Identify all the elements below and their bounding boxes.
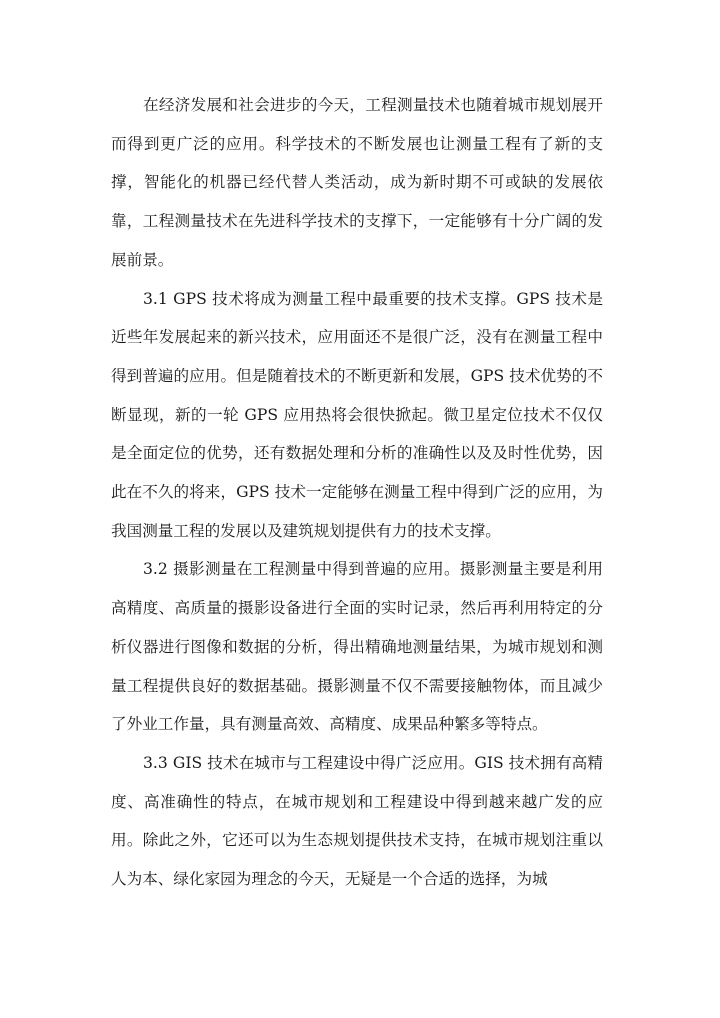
paragraph-3-1-gps: 3.1 GPS 技术将成为测量工程中最重要的技术支撑。GPS 技术是近些年发展起来的新兴技术，应用面还不是很广泛，没有在测量工程中得到普遍的应用。但是随着技术的不断更新和发展，GPS 技术优势的不断显现，新的一轮 GPS 应用热将会很快掀起。微卫星定位技术不仅仅是全面定位的优势，还有数据处理和分析的准确性以及及时性优势，因此在不久的将来，GPS 技术一定能够在测量工程中得到广泛的应用，为我国测量工程的发展以及建筑规划提供有力的技术支撑。 xyxy=(111,289,603,540)
document-body xyxy=(111,86,603,899)
paragraph-3-3-gis: 3.3 GIS 技术在城市与工程建设中得广泛应用。GIS 技术拥有高精度、高准确性的特点，在城市规划和工程建设中得到越来越广发的应用。除此之外，它还可以为生态规划提供技术支持，在城市规划注重以人为本、绿化家园为理念的今天，无疑是一个合适的选择，为城 xyxy=(111,753,603,889)
paragraph-3-2-photogrammetry: 3.2 摄影测量在工程测量中得到普遍的应用。摄影测量主要是利用高精度、高质量的摄影设备进行全面的实时记录，然后再利用特定的分析仪器进行图像和数据的分析，得出精确地测量结果，为城市规划和测量工程提供良好的数据基础。摄影测量不仅不需要接触物体，而且减少了外业工作量，具有测量高效、高精度、成果品种繁多等特点。 xyxy=(111,560,603,734)
paragraph-intro: 在经济发展和社会进步的今天，工程测量技术也随着城市规划展开而得到更广泛的应用。科学技术的不断发展也让测量工程有了新的支撑，智能化的机器已经代替人类活动，成为新时期不可或缺的发展依靠，工程测量技术在先进科学技术的支撑下，一定能够有十分广阔的发展前景。 xyxy=(111,96,603,269)
